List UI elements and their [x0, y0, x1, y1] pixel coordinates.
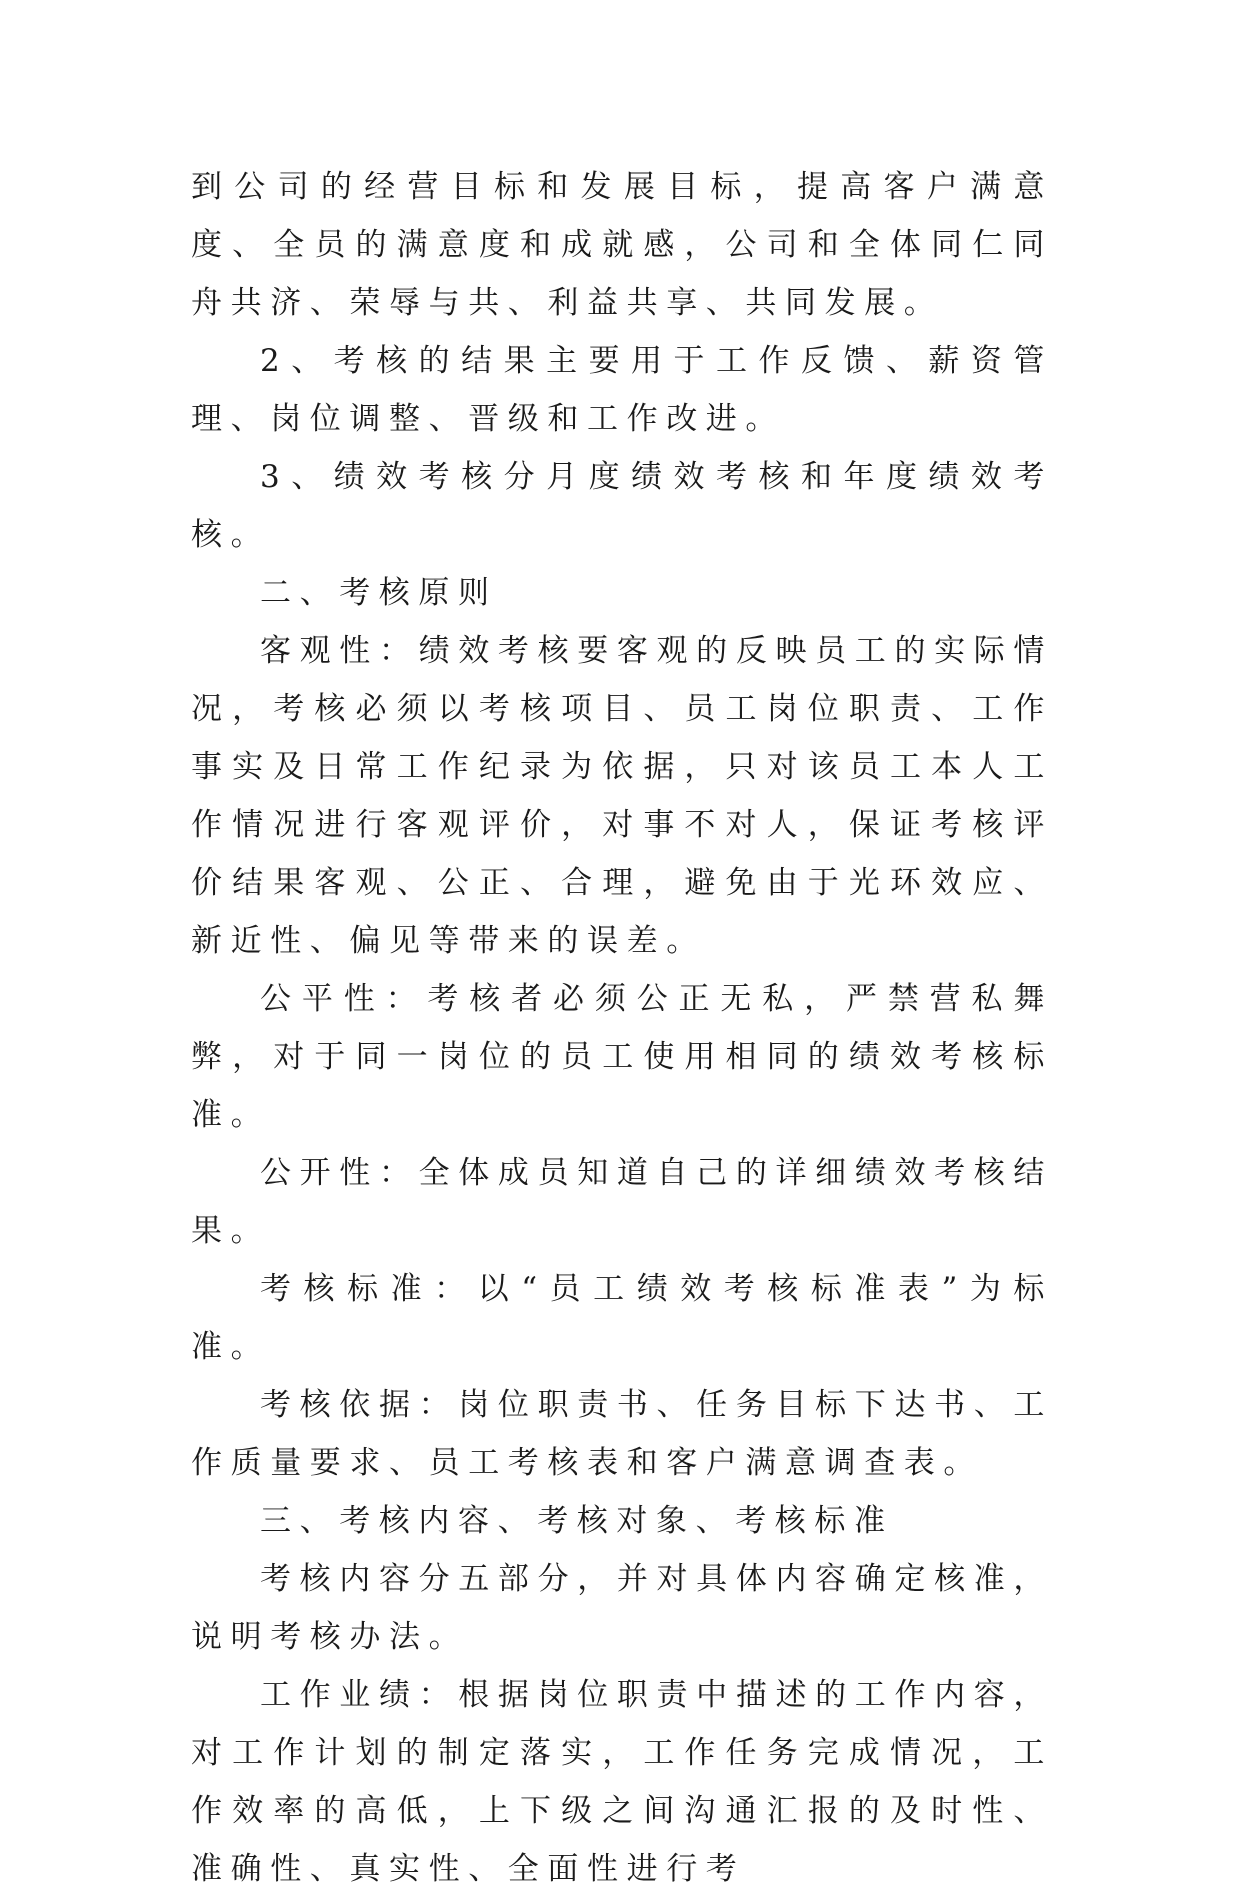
paragraph-item-3: 3、绩效考核分月度绩效考核和年度绩效考核。 [191, 459, 1053, 553]
paragraph-openness: 公开性：全体成员知道自己的详细绩效考核结果。 [191, 1155, 1053, 1249]
paragraph-fairness: 公平性：考核者必须公正无私，严禁营私舞弊，对于同一岗位的员工使用相同的绩效考核标准。 [191, 981, 1053, 1133]
paragraph-standard: 考核标准：以“员工绩效考核标准表”为标准。 [191, 1271, 1053, 1365]
document-body [191, 158, 1053, 1898]
paragraph-content-parts: 考核内容分五部分，并对具体内容确定核准，说明考核办法。 [191, 1561, 1053, 1655]
paragraph-work-performance: 工作业绩：根据岗位职责中描述的工作内容，对工作计划的制定落实，工作任务完成情况，工作效率的高低，上下级之间沟通汇报的及时性、准确性、真实性、全面性进行考 [191, 1677, 1053, 1887]
section-heading-content: 三、考核内容、考核对象、考核标准 [260, 1503, 894, 1539]
paragraph-item-2: 2、考核的结果主要用于工作反馈、薪资管理、岗位调整、晋级和工作改进。 [191, 343, 1053, 437]
section-heading-principles: 二、考核原则 [260, 575, 498, 611]
paragraph-objectivity: 客观性：绩效考核要客观的反映员工的实际情况，考核必须以考核项目、员工岗位职责、工作事实及日常工作纪录为依据，只对该员工本人工作情况进行客观评价，对事不对人，保证考核评价结果客观、公正、合理，避免由于光环效应、新近性、偏见等带来的误差。 [191, 633, 1053, 959]
paragraph-basis: 考核依据：岗位职责书、任务目标下达书、工作质量要求、员工考核表和客户满意调查表。 [191, 1387, 1053, 1481]
paragraph-continuation: 到公司的经营目标和发展目标，提高客户满意度、全员的满意度和成就感，公司和全体同仁同舟共济、荣辱与共、利益共享、共同发展。 [191, 169, 1053, 321]
